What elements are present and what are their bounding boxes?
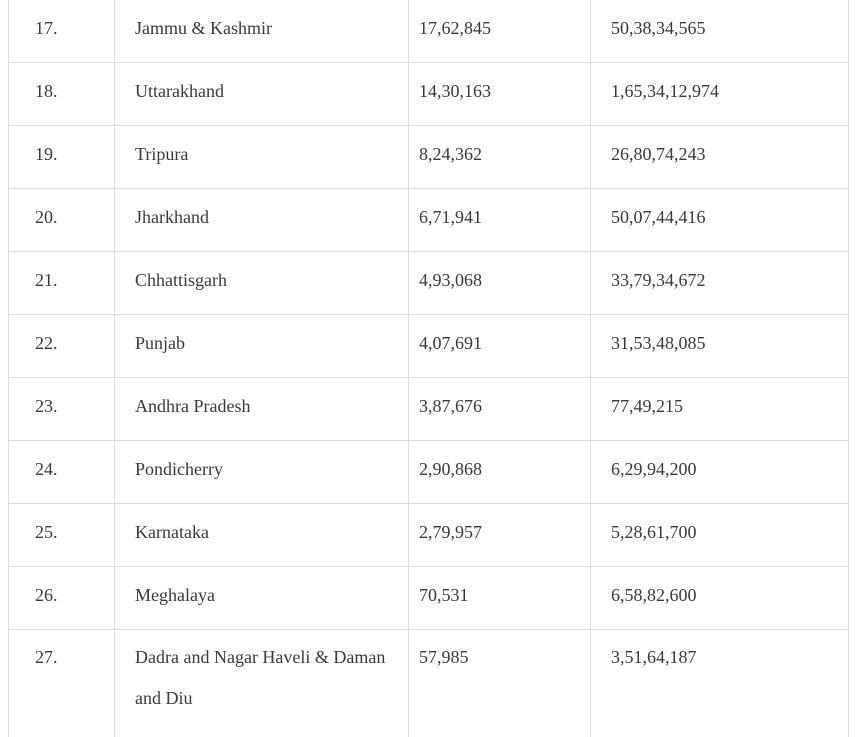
value-cell: 6,71,941 [409, 189, 591, 252]
serial-number-cell: 22. [9, 315, 115, 378]
state-name-cell: Dadra and Nagar Haveli & Daman and Diu [115, 630, 409, 737]
table-row [9, 189, 849, 252]
table-row [9, 252, 849, 315]
amount-cell: 33,79,34,672 [591, 252, 849, 315]
value-cell: 3,87,676 [409, 378, 591, 441]
state-name-cell: Jharkhand [115, 189, 409, 252]
value-cell: 4,07,691 [409, 315, 591, 378]
amount-cell: 6,58,82,600 [591, 567, 849, 630]
table-row [9, 0, 849, 63]
value-cell: 2,79,957 [409, 504, 591, 567]
amount-cell: 50,38,34,565 [591, 0, 849, 63]
serial-number-cell: 20. [9, 189, 115, 252]
table-row [9, 126, 849, 189]
value-cell: 2,90,868 [409, 441, 591, 504]
table-row [9, 63, 849, 126]
data-table-container [8, 0, 848, 737]
amount-cell: 5,28,61,700 [591, 504, 849, 567]
state-name-cell: Pondicherry [115, 441, 409, 504]
table-row [9, 567, 849, 630]
state-name-cell: Punjab [115, 315, 409, 378]
table-row [9, 504, 849, 567]
value-cell: 14,30,163 [409, 63, 591, 126]
table-row [9, 630, 849, 737]
amount-cell: 26,80,74,243 [591, 126, 849, 189]
amount-cell: 1,65,34,12,974 [591, 63, 849, 126]
state-name-cell: Andhra Pradesh [115, 378, 409, 441]
serial-number-cell: 25. [9, 504, 115, 567]
serial-number-cell: 23. [9, 378, 115, 441]
serial-number-cell: 27. [9, 630, 115, 737]
state-name-cell: Meghalaya [115, 567, 409, 630]
state-name-cell: Jammu & Kashmir [115, 0, 409, 63]
value-cell: 70,531 [409, 567, 591, 630]
serial-number-cell: 21. [9, 252, 115, 315]
serial-number-cell: 18. [9, 63, 115, 126]
amount-cell: 31,53,48,085 [591, 315, 849, 378]
state-name-cell: Chhattisgarh [115, 252, 409, 315]
value-cell: 57,985 [409, 630, 591, 737]
value-cell: 4,93,068 [409, 252, 591, 315]
state-name-cell: Karnataka [115, 504, 409, 567]
value-cell: 17,62,845 [409, 0, 591, 63]
table-row [9, 441, 849, 504]
table-row [9, 378, 849, 441]
state-data-table [8, 0, 849, 737]
serial-number-cell: 26. [9, 567, 115, 630]
value-cell: 8,24,362 [409, 126, 591, 189]
table-row [9, 315, 849, 378]
state-name-cell: Uttarakhand [115, 63, 409, 126]
serial-number-cell: 24. [9, 441, 115, 504]
amount-cell: 77,49,215 [591, 378, 849, 441]
amount-cell: 50,07,44,416 [591, 189, 849, 252]
state-name-cell: Tripura [115, 126, 409, 189]
serial-number-cell: 19. [9, 126, 115, 189]
serial-number-cell: 17. [9, 0, 115, 63]
amount-cell: 6,29,94,200 [591, 441, 849, 504]
amount-cell: 3,51,64,187 [591, 630, 849, 737]
